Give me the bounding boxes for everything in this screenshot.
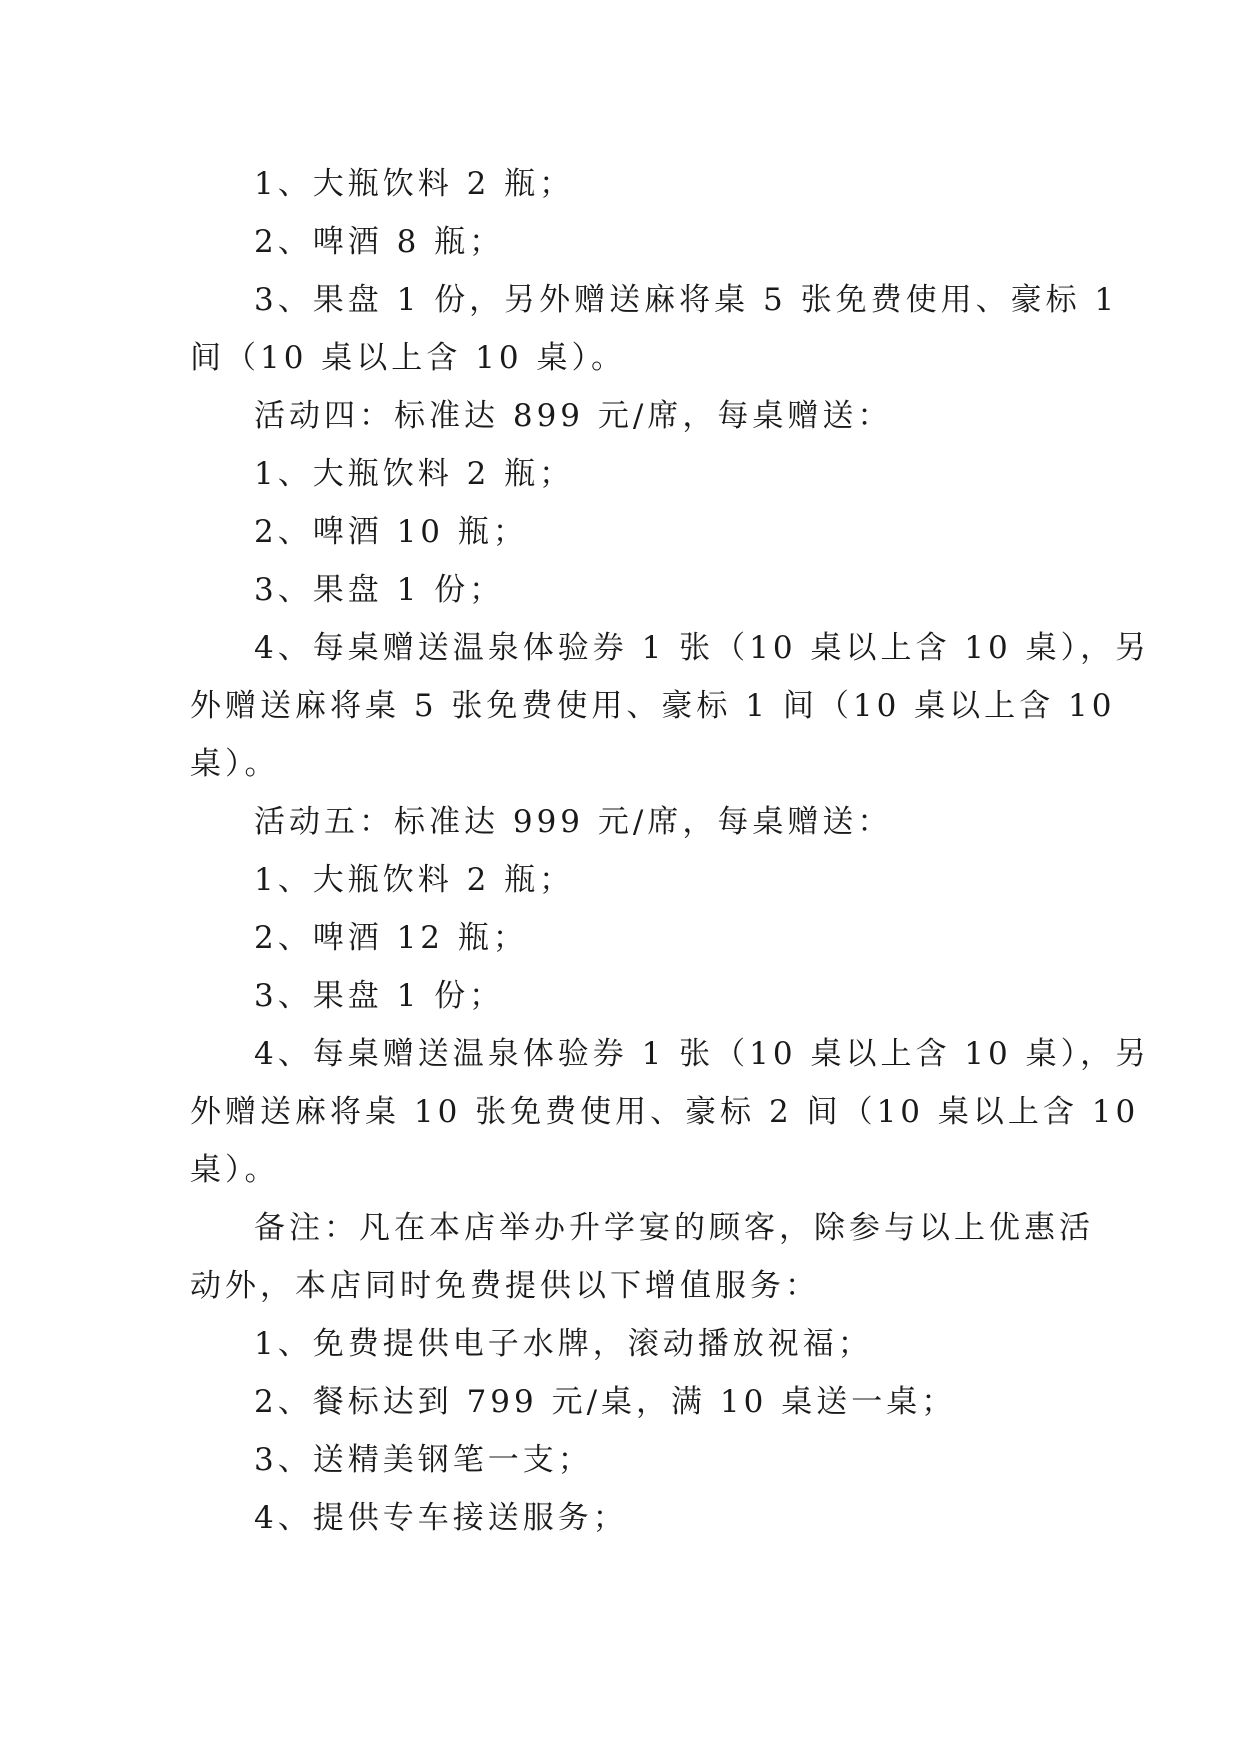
list-item: 4、提供专车接送服务；	[254, 1500, 628, 1536]
list-item: 1、大瓶饮料 2 瓶；	[254, 456, 575, 492]
remark-paragraph: 备注：凡在本店举办升学宴的顾客，除参与以上优惠活	[254, 1210, 1094, 1246]
list-item: 1、大瓶饮料 2 瓶；	[254, 166, 575, 202]
list-item: 3、送精美钢笔一支；	[254, 1442, 593, 1478]
section-heading: 活动四：标准达 899 元/席，每桌赠送：	[254, 398, 893, 434]
list-item: 4、每桌赠送温泉体验券 1 张（10 桌以上含 10 桌），另	[254, 1036, 1151, 1072]
list-item: 2、啤酒 8 瓶；	[254, 224, 505, 260]
list-item: 1、免费提供电子水牌，滚动播放祝福；	[254, 1326, 873, 1362]
list-item-continuation: 外赠送麻将桌 5 张免费使用、豪标 1 间（10 桌以上含 10	[190, 688, 1116, 724]
document-body	[190, 155, 1151, 1547]
list-item: 2、餐标达到 799 元/桌，满 10 桌送一桌；	[254, 1384, 957, 1420]
list-item-continuation: 桌）。	[190, 1152, 280, 1188]
list-item: 2、啤酒 10 瓶；	[254, 514, 528, 550]
list-item: 1、大瓶饮料 2 瓶；	[254, 862, 575, 898]
section-heading: 活动五：标准达 999 元/席，每桌赠送：	[254, 804, 893, 840]
list-item: 4、每桌赠送温泉体验券 1 张（10 桌以上含 10 桌），另	[254, 630, 1151, 666]
list-item-continuation: 桌）。	[190, 746, 280, 782]
list-item: 3、果盘 1 份；	[254, 978, 505, 1014]
list-item: 3、果盘 1 份；	[254, 572, 505, 608]
list-item: 3、果盘 1 份，另外赠送麻将桌 5 张免费使用、豪标 1	[254, 282, 1119, 318]
list-item-continuation: 外赠送麻将桌 10 张免费使用、豪标 2 间（10 桌以上含 10	[190, 1094, 1140, 1130]
remark-paragraph-continuation: 动外，本店同时免费提供以下增值服务：	[190, 1268, 820, 1304]
list-item: 2、啤酒 12 瓶；	[254, 920, 528, 956]
list-item-continuation: 间（10 桌以上含 10 桌）。	[190, 340, 626, 376]
